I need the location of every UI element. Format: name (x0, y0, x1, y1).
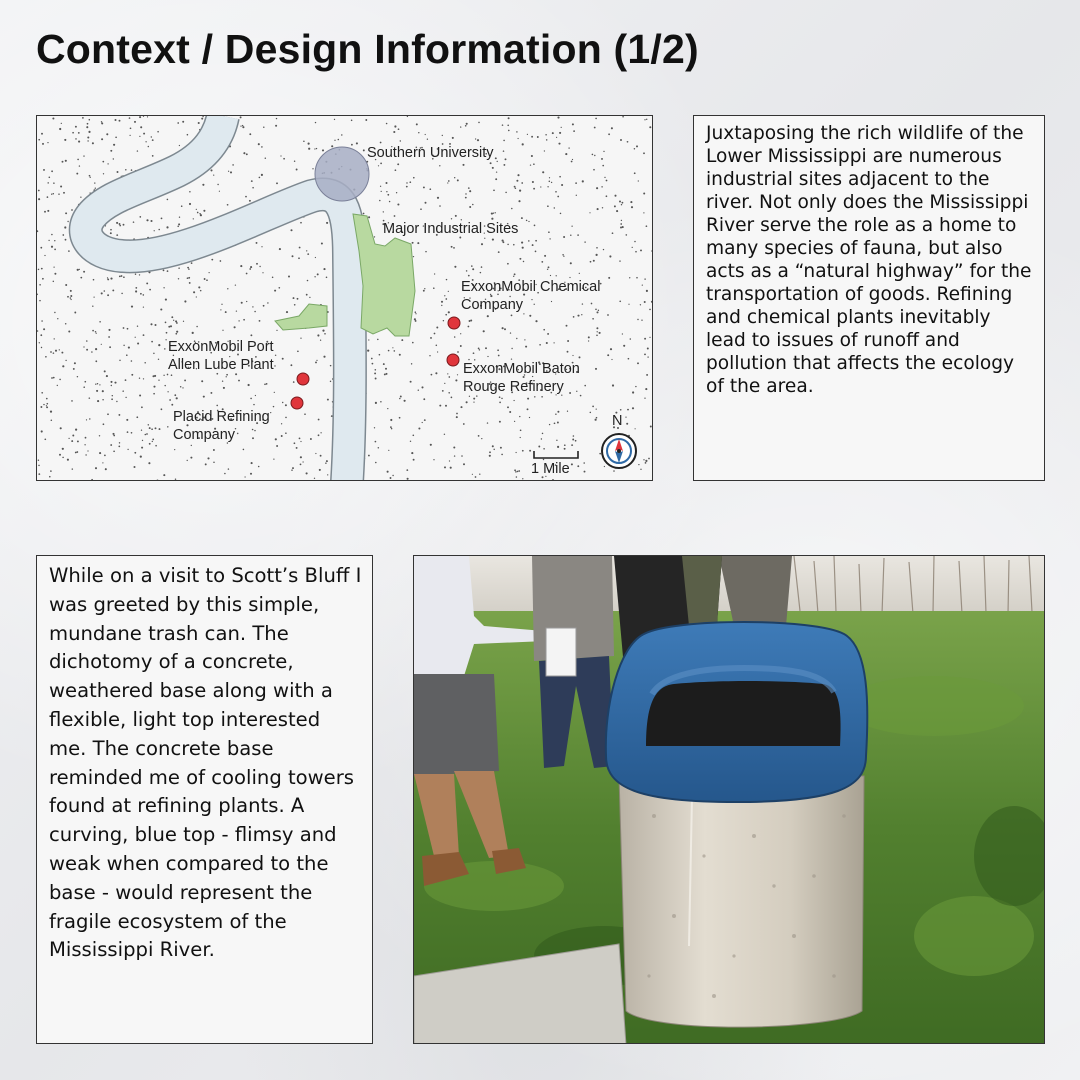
inspiration-paragraph: While on a visit to Scott’s Bluff I was greeted by this simple, mundane trash can. The dichotomy of a concrete, weathered base along with a flexible, light top interested me. The concrete base reminded me of cooling towers found at refining plants. A curving, blue top - flimsy and weak when compared to the base - would represent the fragile ecosystem of the Mississippi River. (36, 555, 373, 1044)
label-exxon-port-allen: ExxonMobil Port Allen Lube Plant (168, 339, 274, 373)
site-marker-exxon-baton-rouge (447, 354, 459, 366)
site-marker-placid (291, 397, 303, 409)
scale-label: 1 Mile (531, 461, 570, 477)
label-exxon-chemical: ExxonMobil Chemical Company (461, 279, 601, 313)
page-title: Context / Design Information (1/2) (36, 26, 699, 72)
label-exxon-baton-rouge: ExxonMobil Baton Rouge Refinery (463, 361, 580, 395)
trash-can-lid (606, 622, 868, 802)
scale-bar (534, 451, 578, 458)
trash-can-base (619, 776, 864, 1027)
north-arrow-icon (602, 434, 636, 468)
north-label: N (612, 413, 623, 429)
southern-university-marker (315, 147, 369, 201)
label-major-industrial-sites: Major Industrial Sites (383, 221, 519, 237)
site-marker-exxon-port-allen (297, 373, 309, 385)
context-paragraph: Juxtaposing the rich wildlife of the Lower Mississippi are numerous industrial sites adjacent to the river. Not only does the Mississippi River serve the role as a home to many species of fauna, but also acts as a “natural highway” for the transportation of goods. Refining and chemical plants inevitably lead to issues of runoff and pollution that affects the ecology of the area. (693, 115, 1045, 481)
label-southern-university: Southern University (367, 145, 494, 161)
trash-can-photo (413, 555, 1045, 1044)
label-placid-refining: Placid Refining Company (173, 409, 270, 443)
industrial-site-west (275, 304, 327, 330)
context-map (36, 115, 653, 481)
site-marker-exxon-chemical (448, 317, 460, 329)
photo-illustration (414, 556, 1045, 1044)
